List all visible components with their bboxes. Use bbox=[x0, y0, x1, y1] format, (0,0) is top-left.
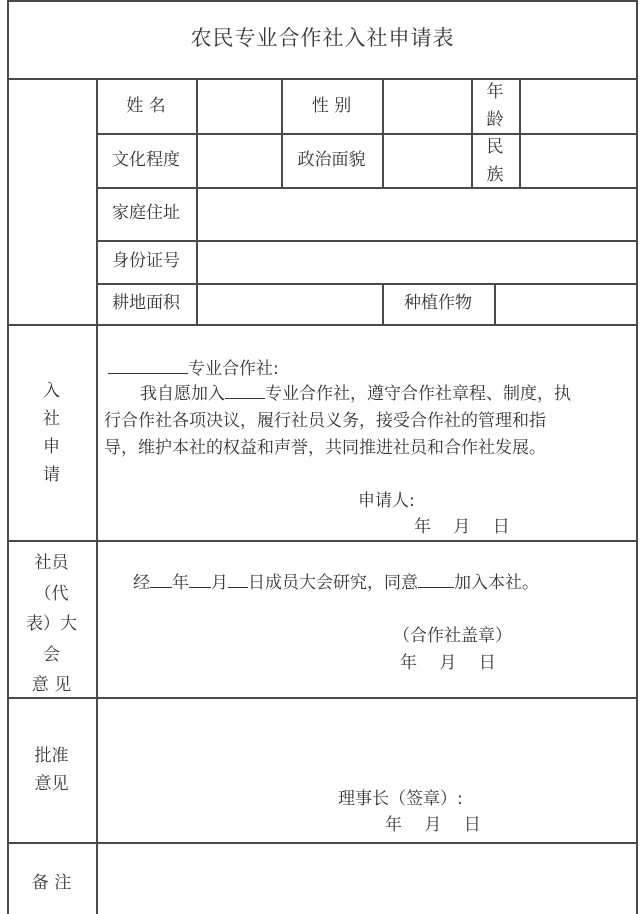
application-body-line-1 bbox=[140, 380, 571, 408]
meeting-section-label: 社员 （代 表）大 会 意 见 bbox=[26, 553, 77, 695]
applicant-label: 申请人: bbox=[358, 491, 415, 511]
day-blank bbox=[228, 569, 248, 588]
approval-date: 年 月 日 bbox=[385, 815, 481, 835]
address-label: 家庭住址 bbox=[112, 203, 180, 223]
meeting-text-3: 月 bbox=[211, 573, 228, 593]
farmland-label: 耕地面积 bbox=[112, 293, 180, 313]
section-divider-4 bbox=[7, 842, 638, 844]
cooperative-name-blank bbox=[108, 355, 188, 374]
row-divider-2 bbox=[96, 187, 638, 189]
id-number-label: 身份证号 bbox=[112, 251, 180, 271]
join-blank bbox=[225, 380, 265, 399]
month-blank bbox=[189, 569, 211, 588]
col-divider-g bbox=[494, 283, 496, 324]
application-date: 年 月 日 bbox=[414, 517, 510, 537]
meeting-text-2: 年 bbox=[172, 573, 189, 593]
row-divider-1 bbox=[96, 133, 638, 135]
section-divider-3 bbox=[7, 697, 638, 699]
title-divider bbox=[7, 78, 638, 80]
form-title: 农民专业合作社入社申请表 bbox=[190, 26, 455, 50]
ethnicity-label: 民 族 bbox=[486, 137, 504, 185]
member-name-blank bbox=[418, 569, 454, 588]
meeting-text-1: 经 bbox=[133, 573, 150, 593]
row-divider-3 bbox=[96, 240, 638, 242]
border-right bbox=[636, 0, 638, 914]
application-section-label: 入 社 申 请 bbox=[43, 381, 60, 485]
name-label: 姓 名 bbox=[126, 96, 166, 116]
salutation-text: 专业合作社: bbox=[188, 359, 279, 379]
section-divider-2 bbox=[7, 540, 638, 542]
meeting-date: 年 月 日 bbox=[400, 653, 496, 673]
meeting-text-4: 日成员大会研究，同意 bbox=[248, 573, 418, 593]
application-salutation bbox=[108, 355, 279, 383]
political-label: 政治面貌 bbox=[297, 150, 366, 170]
year-blank bbox=[150, 569, 172, 588]
body-text-a: 我自愿加入 bbox=[140, 384, 225, 404]
meeting-resolution bbox=[133, 569, 539, 597]
col-divider-a bbox=[196, 78, 198, 324]
gender-label: 性 别 bbox=[311, 96, 352, 116]
application-body-line-3: 导，维护本社的权益和声誉，共同推进社员和合作社发展。 bbox=[104, 438, 546, 458]
application-body-line-2: 行合作社各项决议，履行社员义务，接受合作社的管理和指 bbox=[104, 411, 546, 431]
border-top bbox=[7, 0, 638, 2]
education-label: 文化程度 bbox=[112, 150, 180, 170]
crops-label: 种植作物 bbox=[404, 293, 472, 313]
chairman-signature-label: 理事长（签章）: bbox=[338, 789, 463, 809]
body-text-b: 专业合作社，遵守合作社章程、制度，执 bbox=[265, 384, 571, 404]
cooperative-seal: （合作社盖章） bbox=[393, 626, 512, 646]
section-divider-1 bbox=[7, 324, 638, 326]
row-divider-4 bbox=[96, 283, 638, 285]
approval-section-label: 批准 意见 bbox=[34, 746, 69, 794]
remarks-section-label: 备 注 bbox=[31, 873, 72, 893]
meeting-text-5: 加入本社。 bbox=[454, 573, 539, 593]
col-divider-c bbox=[382, 78, 384, 187]
age-label: 年 龄 bbox=[486, 82, 504, 130]
col-divider-e bbox=[519, 78, 521, 187]
